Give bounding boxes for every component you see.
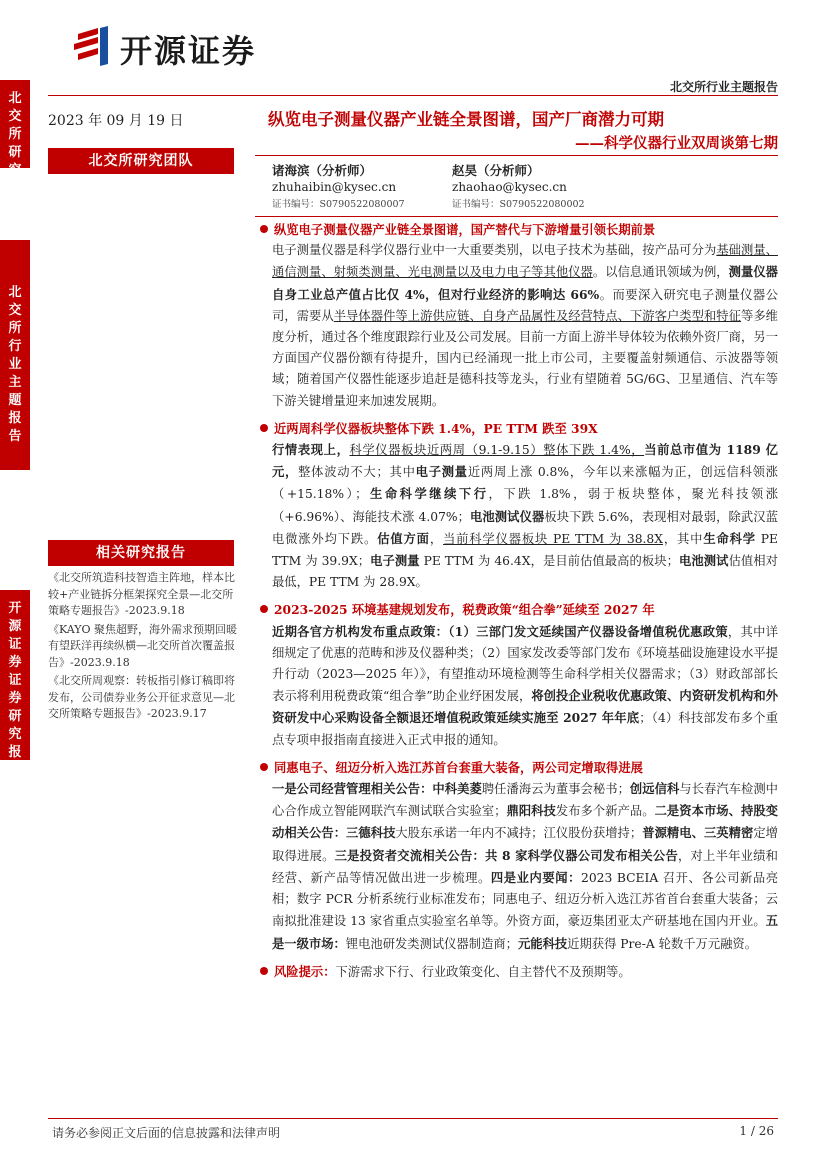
related-reports-list — [48, 570, 238, 725]
bullet-dot-icon — [260, 424, 268, 432]
related-report-link[interactable]: 《北交所周观察：转板指引修订稿即将发布，公司债券业务公开征求意见—北交所策略专题报告》-2023.9.17 — [48, 674, 235, 720]
report-body — [258, 219, 778, 983]
section-policy — [258, 599, 778, 750]
bullet-dot-icon — [260, 225, 268, 233]
section-company-news — [258, 757, 778, 955]
risk-line — [258, 961, 778, 983]
analyst-email[interactable]: zhaohao@kysec.cn — [452, 180, 567, 194]
report-title: 纵览电子测量仪器产业链全景图谱，国产厂商潜力可期 — [268, 110, 664, 129]
side-band-bottom — [0, 590, 30, 778]
analyst-card — [452, 162, 632, 213]
page-number: 1 / 26 — [739, 1124, 774, 1138]
logo-mark-icon — [72, 24, 112, 68]
analyst-card — [272, 162, 452, 213]
analyst-name: 诸海滨（分析师） — [272, 163, 373, 178]
side-band-top-text: 北交所研究 — [8, 91, 22, 178]
bullet-dot-icon — [260, 967, 268, 975]
related-reports-heading: 相关研究报告 — [48, 540, 234, 566]
section-heading: 风险提示： — [258, 964, 336, 979]
section-paragraph: 电子测量仪器是科学仪器行业中一大重要类别，以电子技术为基础，按产品可分为基础测量、通信测量、射频类测量、光电测量以及电力电子等其他仪器。以信息通讯领域为例，测量仪器自身工业总产值占比仅 4%，但对行业经济的影响达 66%。而要深入研究电子测量仪器公司，需要从半导体器件等上游供应链、自身产品属性及经营特点、下游客户类型和特征等多维度分析，通过各个维度跟踪行业及公司发展。目前一方面上游半导体较为依赖外资厂商，另一方面国产仪器份额有待提升，国内已经涌现一批上市公司，主要覆盖射频通信、示波器等领域；随着国产仪器性能逐步追赶是德科技等龙头，行业有望随着 5G/6G、卫星通信、汽车等下游关键增量迎来加速发展期。 — [272, 243, 778, 408]
analyst-divider — [255, 216, 778, 217]
section-market-performance — [258, 418, 778, 594]
report-subtitle: ——科学仪器行业双周谈第七期 — [575, 135, 778, 152]
footer-disclaimer: 请务必参阅正文后面的信息披露和法律声明 — [52, 1126, 281, 1140]
bullet-dot-icon — [260, 605, 268, 613]
section-paragraph: 一是公司经营管理相关公告：中科美菱聘任潘海云为董事会秘书；创远信科与长春汽车检测中心合作成立智能网联汽车测试联合实验室；鼎阳科技发布多个新产品。二是资本市场、持股变动相关公告：三德科技大股东承诺一年内不减持；江仪股份获增持；普源精电、三英精密定增取得进展。三是投资者交流相关公告：共 8 家科学仪器公司发布相关公告，对上半年业绩和经营、新产品等情况做出进一步梳理。四是业内要闻：2023 BCEIA 召开、各公司新品亮相；数字 PCR 分析系统行业标准发布；同惠电子、纽迈分析入选江苏省首台套重大装备；云南拟批准建设 13 家省重点实验室名单等。外资方面，豪迈集团亚太产研基地在国内开业。五是一级市场：锂电池研发类测试仪器制造商；元能科技近期获得 Pre-A 轮数千万元融资。 — [272, 781, 778, 951]
report-type-label: 北交所行业主题报告 — [669, 80, 778, 94]
report-date: 2023 年 09 月 19 日 — [48, 113, 184, 129]
team-heading: 北交所研究团队 — [48, 148, 234, 174]
section-paragraph: 近期各官方机构发布重点政策：（1）三部门发文延续国产仪器设备增值税优惠政策，其中详细规定了优惠的范畴和涉及仪器种类；（2）国家发改委等部门发布《环境基础设施建设水平提升行动（2023—2025 年）》，有望推动环境检测等生命科学相关仪器需求；（3）财政部部长表示将利用税费政策“组合拳”助企业纾困发展，将创投企业税收优惠政策、内资研发机构和外资研发中心采购设备全额退还增值税政策延续实施至 2027 年年底；（4）科技部发布多个重点专项申报指南直接进入正式申报的通知。 — [272, 623, 778, 747]
related-report-link[interactable]: 《KAYO 聚焦超野，海外需求预期回暖有望跃洋再续纵横—北交所首次覆盖报告》-2023.9.18 — [48, 622, 238, 669]
section-heading: 近两周科学仪器板块整体下跌 1.4%，PE TTM 跌至 39X — [258, 418, 778, 439]
section-heading: 纵览电子测量仪器产业链全景图谱，国产替代与下游增量引领长期前景 — [258, 219, 778, 240]
bullet-dot-icon — [260, 763, 268, 771]
risk-text: 下游需求下行、行业政策变化、自主替代不及预期等。 — [335, 964, 631, 979]
title-divider — [255, 155, 778, 156]
section-heading: 2023-2025 环境基建规划发布，税费政策“组合拳”延续至 2027 年 — [258, 599, 778, 620]
section-paragraph: 行情表现上，科学仪器板块近两周（9.1-9.15）整体下跌 1.4%，当前总市值为 1189 亿元，整体波动不大；其中电子测量近两周上涨 0.8%，今年以来涨幅为正，创远信科领涨（+15.18%）；生命科学继续下行，下跌 1.8%，弱于板块整体，聚光科技领涨（+6.96%）、海能技术涨 4.07%；电池测试仪器板块下跌 5.6%，表现相对最弱，除武汉蓝电微涨外均下跌。估值方面，当前科学仪器板块 PE TTM 为 38.8X，其中生命科学 PE TTM 为 39.9X；电子测量 PE TTM 为 46.4X，是目前估值最高的板块；电池测试估值相对最低，PE TTM 为 28.9X。 — [272, 442, 778, 590]
header-divider — [48, 95, 778, 96]
footer-divider — [48, 1118, 778, 1119]
analyst-name: 赵昊（分析师） — [452, 163, 540, 178]
company-logo — [72, 22, 322, 70]
side-band-bottom-text: 开源证券 证券研究报告 — [8, 601, 22, 778]
related-report-link[interactable]: 《北交所筑造科技智造主阵地，样本比较+产业链拆分框架探究全景—北交所策略专题报告》-2023.9.18 — [48, 571, 235, 617]
analyst-cert: 证书编号：S0790522080002 — [452, 199, 585, 210]
side-band-top — [0, 80, 30, 178]
analyst-cert: 证书编号：S0790522080007 — [272, 199, 405, 210]
side-band-middle — [0, 240, 30, 470]
logo-text: 开源证券 — [120, 32, 257, 70]
section-heading: 同惠电子、纽迈分析入选江苏首台套重大装备，两公司定增取得进展 — [258, 757, 778, 778]
analyst-email[interactable]: zhuhaibin@kysec.cn — [272, 180, 397, 194]
side-band-middle-text: 北交所行业主题报告 — [8, 285, 22, 444]
section-risk — [258, 961, 778, 983]
section-industry-chain — [258, 219, 778, 412]
